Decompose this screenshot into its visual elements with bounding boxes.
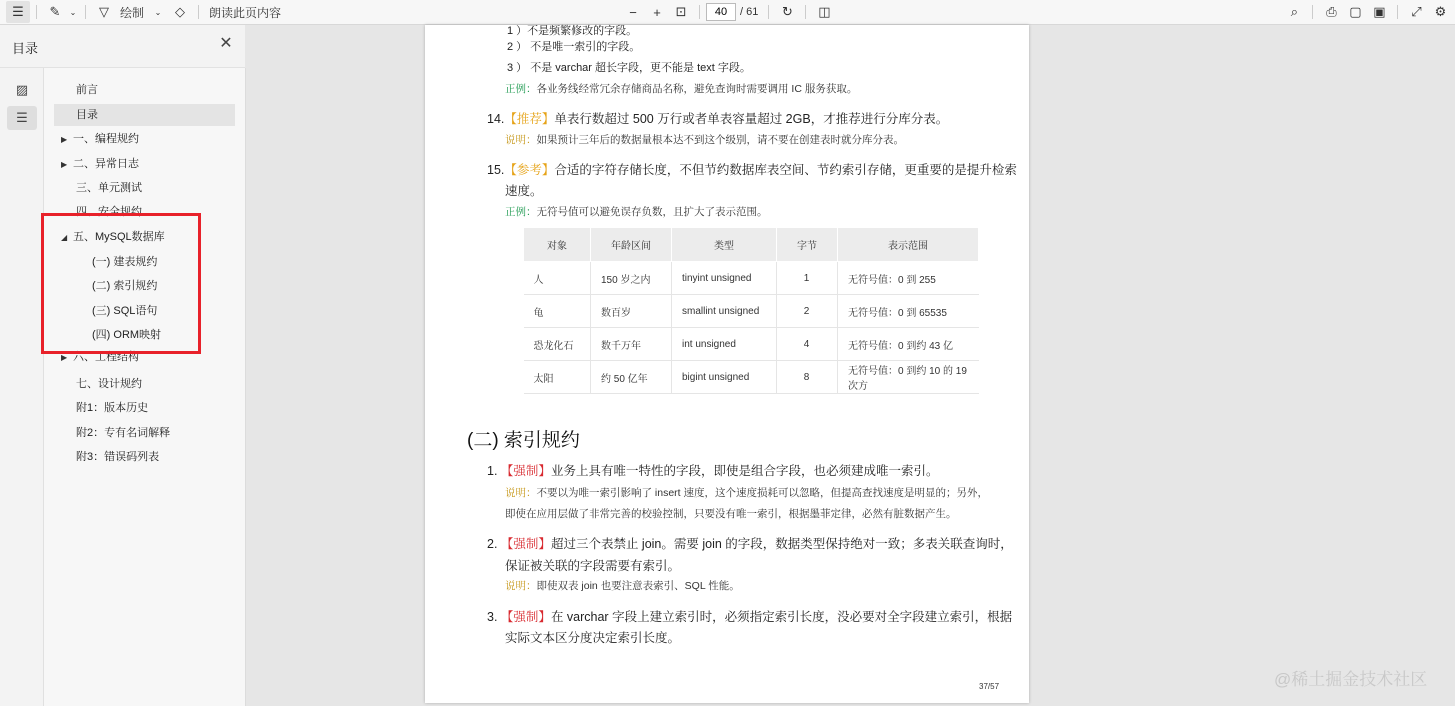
table-cell: 数百岁	[591, 295, 672, 328]
chevron-down-icon[interactable]: ⌄	[154, 7, 162, 17]
rule-number: 15.	[487, 163, 505, 177]
toc-item-project[interactable]	[61, 351, 139, 364]
index-rule-1	[487, 461, 938, 479]
toc-list-icon[interactable]: ☰	[7, 106, 37, 130]
toc-header	[0, 25, 245, 68]
toc-item-sql[interactable]	[92, 300, 157, 322]
toc-title: 目录	[12, 41, 39, 56]
rule-text: 超过三个表禁止 join。需要 join 的字段，数据类型保持绝对一致；多表关联查询时，	[550, 537, 1013, 551]
document-page	[425, 25, 1029, 703]
total-pages: / 61	[740, 6, 759, 18]
toc-item-label: 三、单元测试	[76, 182, 142, 194]
table-cell: int unsigned	[672, 328, 777, 361]
table-cell: 8	[777, 361, 838, 394]
rule-number: 3.	[487, 610, 498, 624]
table-cell: smallint unsigned	[672, 295, 777, 328]
toolbar-divider	[1312, 5, 1313, 19]
table-cell: 约 50 亿年	[591, 361, 672, 394]
table-cell: 无符号值：0 到约 43 亿	[838, 328, 979, 361]
index-rule-1-note-cont: 即使在应用层做了非常完善的校验控制，只要没有唯一索引，根据墨菲定律，必然有脏数据产生。	[505, 508, 957, 520]
draw-button[interactable]: 绘制	[120, 5, 145, 20]
table-cell: 龟	[524, 295, 591, 328]
toc-item-appendix-2[interactable]	[76, 422, 170, 444]
toc-item-mysql[interactable]	[61, 226, 165, 248]
toolbar-divider	[805, 5, 806, 19]
print-icon[interactable]: ⎙	[1326, 4, 1337, 19]
toc-list-icon[interactable]: ☰	[6, 1, 30, 23]
toc-item-label: (三) SQL语句	[92, 305, 158, 317]
toc-item-label: 七、设计规约	[76, 378, 142, 390]
save-as-icon[interactable]: ▣	[1373, 4, 1386, 19]
table-row	[524, 295, 979, 328]
toc-item-index-rules[interactable]	[92, 275, 157, 297]
expand-icon[interactable]: ⤢	[1411, 4, 1422, 19]
toolbar-divider	[1397, 5, 1398, 19]
table-cell: 数千万年	[591, 328, 672, 361]
note-text: 即使双表 join 也要注意表索引、SQL 性能。	[536, 580, 740, 592]
note-text: 如果预计三年后的数据量根本达不到这个级别，请不要在创建表时就分库分表。	[536, 134, 904, 146]
rule-15	[487, 160, 1017, 178]
table-header: 年龄区间	[591, 228, 672, 262]
toc-item-label: 五、MySQL数据库	[73, 231, 165, 243]
rule-14-note	[505, 132, 904, 147]
toc-item-security[interactable]	[76, 201, 142, 218]
rule-number: 1.	[487, 464, 498, 478]
watermark: @稀土掘金技术社区	[1274, 670, 1428, 689]
toc-item-label: 附1：版本历史	[76, 402, 149, 414]
rule-tag: 【强制】	[500, 537, 551, 551]
toc-item-label: 附2：专有名词解释	[76, 427, 171, 439]
toc-item-contents[interactable]	[54, 104, 235, 126]
highlight-pen-icon[interactable]: ✎	[49, 4, 61, 19]
page-number: 37/57	[979, 682, 1000, 691]
rule-number: 14.	[487, 112, 505, 126]
table-row	[524, 262, 979, 295]
table-header: 表示范围	[838, 228, 979, 262]
table-row	[524, 361, 979, 394]
toolbar-divider	[768, 5, 769, 19]
draw-icon[interactable]: ▽	[99, 4, 109, 19]
rule-tag: 【强制】	[500, 610, 551, 624]
table-cell: 人	[524, 262, 591, 295]
rule-text: 单表行数超过 500 万行或者单表容量超过 2GB，才推荐进行分库分表。	[554, 112, 949, 126]
page-view-icon[interactable]: ◫	[818, 4, 831, 19]
toc-item-unit-test[interactable]	[76, 177, 142, 199]
toc-item-label: (一) 建表规约	[92, 256, 158, 268]
table-header: 类型	[672, 228, 777, 262]
index-rule-2	[487, 534, 1013, 552]
chevron-down-icon[interactable]: ⌄	[69, 7, 77, 17]
rule-text: 合适的字符存储长度，不但节约数据库表空间、节约索引存储，更重要的是提升检索	[554, 163, 1017, 177]
toc-item-label: 目录	[76, 109, 98, 121]
table-cell: 无符号值：0 到 255	[838, 262, 979, 295]
toolbar	[0, 0, 1455, 25]
toc-item-design[interactable]	[76, 373, 142, 395]
index-rule-2-note	[505, 578, 740, 593]
read-aloud-button[interactable]: 朗读此页内容	[209, 5, 282, 20]
rule-tag: 【参考】	[504, 163, 555, 177]
rule-number: 2.	[487, 537, 498, 551]
toc-panel	[0, 25, 245, 706]
toc-item-orm[interactable]	[92, 324, 161, 346]
toc-item-label: 二、异常日志	[73, 158, 139, 170]
table-cell: 无符号值：0 到约 10 的 19 次方	[838, 361, 979, 394]
rule-text: 在 varchar 字段上建立索引时，必须指定索引长度，没必要对全字段建立索引，根据	[550, 610, 1013, 624]
table-header: 对象	[524, 228, 591, 262]
doc-line: 3 ） 不是 varchar 超长字段，更不能是 text 字段。	[507, 62, 751, 74]
example-label: 正例：	[505, 206, 537, 218]
table-cell: 太阳	[524, 361, 591, 394]
close-icon[interactable]: ✕	[219, 35, 233, 52]
toc-item-label: (二) 索引规约	[92, 280, 158, 292]
toc-item-label: (四) ORM映射	[92, 329, 162, 341]
rule-15-cont: 速度。	[505, 184, 543, 198]
zoom-in-button[interactable]: +	[653, 4, 661, 20]
table-cell: 1	[777, 262, 838, 295]
toc-item-coding[interactable]	[61, 128, 139, 150]
toolbar-divider	[36, 5, 37, 19]
fit-page-icon[interactable]: ⊡	[675, 4, 687, 19]
toc-item-label: 一、编程规约	[73, 133, 139, 145]
eraser-icon[interactable]: ◇	[175, 4, 186, 19]
rule-tag: 【推荐】	[504, 112, 555, 126]
toc-item-label: 前言	[76, 84, 98, 96]
table-header: 字节	[777, 228, 838, 262]
table-cell: 恐龙化石	[524, 328, 591, 361]
section-title: (二) 索引规约	[467, 430, 580, 451]
note-text: 不要以为唯一索引影响了 insert 速度，这个速度损耗可以忽略，但提高查找速度是明显的；另外，	[536, 487, 989, 499]
table-cell: 2	[777, 295, 838, 328]
index-rule-2-cont: 保证被关联的字段需要有索引。	[505, 559, 681, 573]
toolbar-divider	[198, 5, 199, 19]
rule-tag: 【强制】	[500, 464, 551, 478]
toc-item-label: 附3：错误码列表	[76, 451, 160, 463]
toc-item-preface[interactable]	[54, 79, 235, 101]
note-label: 说明：	[505, 487, 537, 499]
caret-right-icon[interactable]: ▶	[61, 353, 68, 362]
index-rule-3-cont: 实际文本区分度决定索引长度。	[505, 631, 681, 645]
example-label: 正例：	[505, 83, 537, 95]
toolbar-divider	[85, 5, 86, 19]
doc-example	[505, 81, 857, 96]
search-icon[interactable]: ⌕	[1290, 4, 1299, 19]
data-table	[523, 227, 979, 394]
table-cell: tinyint unsigned	[672, 262, 777, 295]
rule-text: 业务上具有唯一特性的字段，即使是组合字段，也必须建成唯一索引。	[550, 464, 939, 478]
toc-item-appendix-1[interactable]	[76, 397, 148, 419]
table-row	[524, 328, 979, 361]
table-cell: 4	[777, 328, 838, 361]
table-cell: bigint unsigned	[672, 361, 777, 394]
rule-14	[487, 109, 948, 127]
zoom-out-button[interactable]: −	[629, 4, 637, 20]
caret-right-icon[interactable]: ▶	[61, 160, 68, 169]
table-cell: 150 岁之内	[591, 262, 672, 295]
doc-line: 2 ） 不是唯一索引的字段。	[507, 41, 641, 53]
page-number-input[interactable]	[706, 3, 736, 21]
example-text: 无符号值可以避免误存负数，且扩大了表示范围。	[536, 206, 768, 218]
rotate-icon[interactable]: ↻	[781, 4, 793, 19]
caret-down-icon[interactable]: ◢	[61, 233, 68, 242]
toc-list	[44, 68, 246, 706]
panel-icon-strip	[0, 68, 44, 706]
index-rule-3	[487, 607, 1012, 625]
index-rule-1-note	[505, 485, 988, 500]
settings-gear-icon[interactable]: ⚙	[1434, 4, 1447, 19]
toc-item-label: 六、工程结构	[73, 351, 139, 363]
caret-right-icon[interactable]: ▶	[61, 135, 68, 144]
note-label: 说明：	[505, 134, 537, 146]
table-cell: 无符号值：0 到 65535	[838, 295, 979, 328]
toc-item-label: 四、安全规约	[76, 206, 142, 218]
note-label: 说明：	[505, 580, 537, 592]
toc-item-appendix-3[interactable]	[76, 446, 159, 468]
save-icon[interactable]: ▢	[1349, 4, 1362, 19]
toc-item-table-rules[interactable]	[92, 251, 157, 273]
thumbnail-icon[interactable]: ▨	[15, 82, 29, 97]
example-text: 各业务线经常冗余存储商品名称，避免查询时需要调用 IC 服务获取。	[536, 83, 858, 95]
table-header-row	[524, 228, 979, 262]
rule-15-example	[505, 204, 768, 219]
doc-line: 1 ）不是频繁修改的字段。	[507, 25, 638, 37]
toc-item-exception[interactable]	[61, 153, 139, 175]
toolbar-divider	[699, 5, 700, 19]
